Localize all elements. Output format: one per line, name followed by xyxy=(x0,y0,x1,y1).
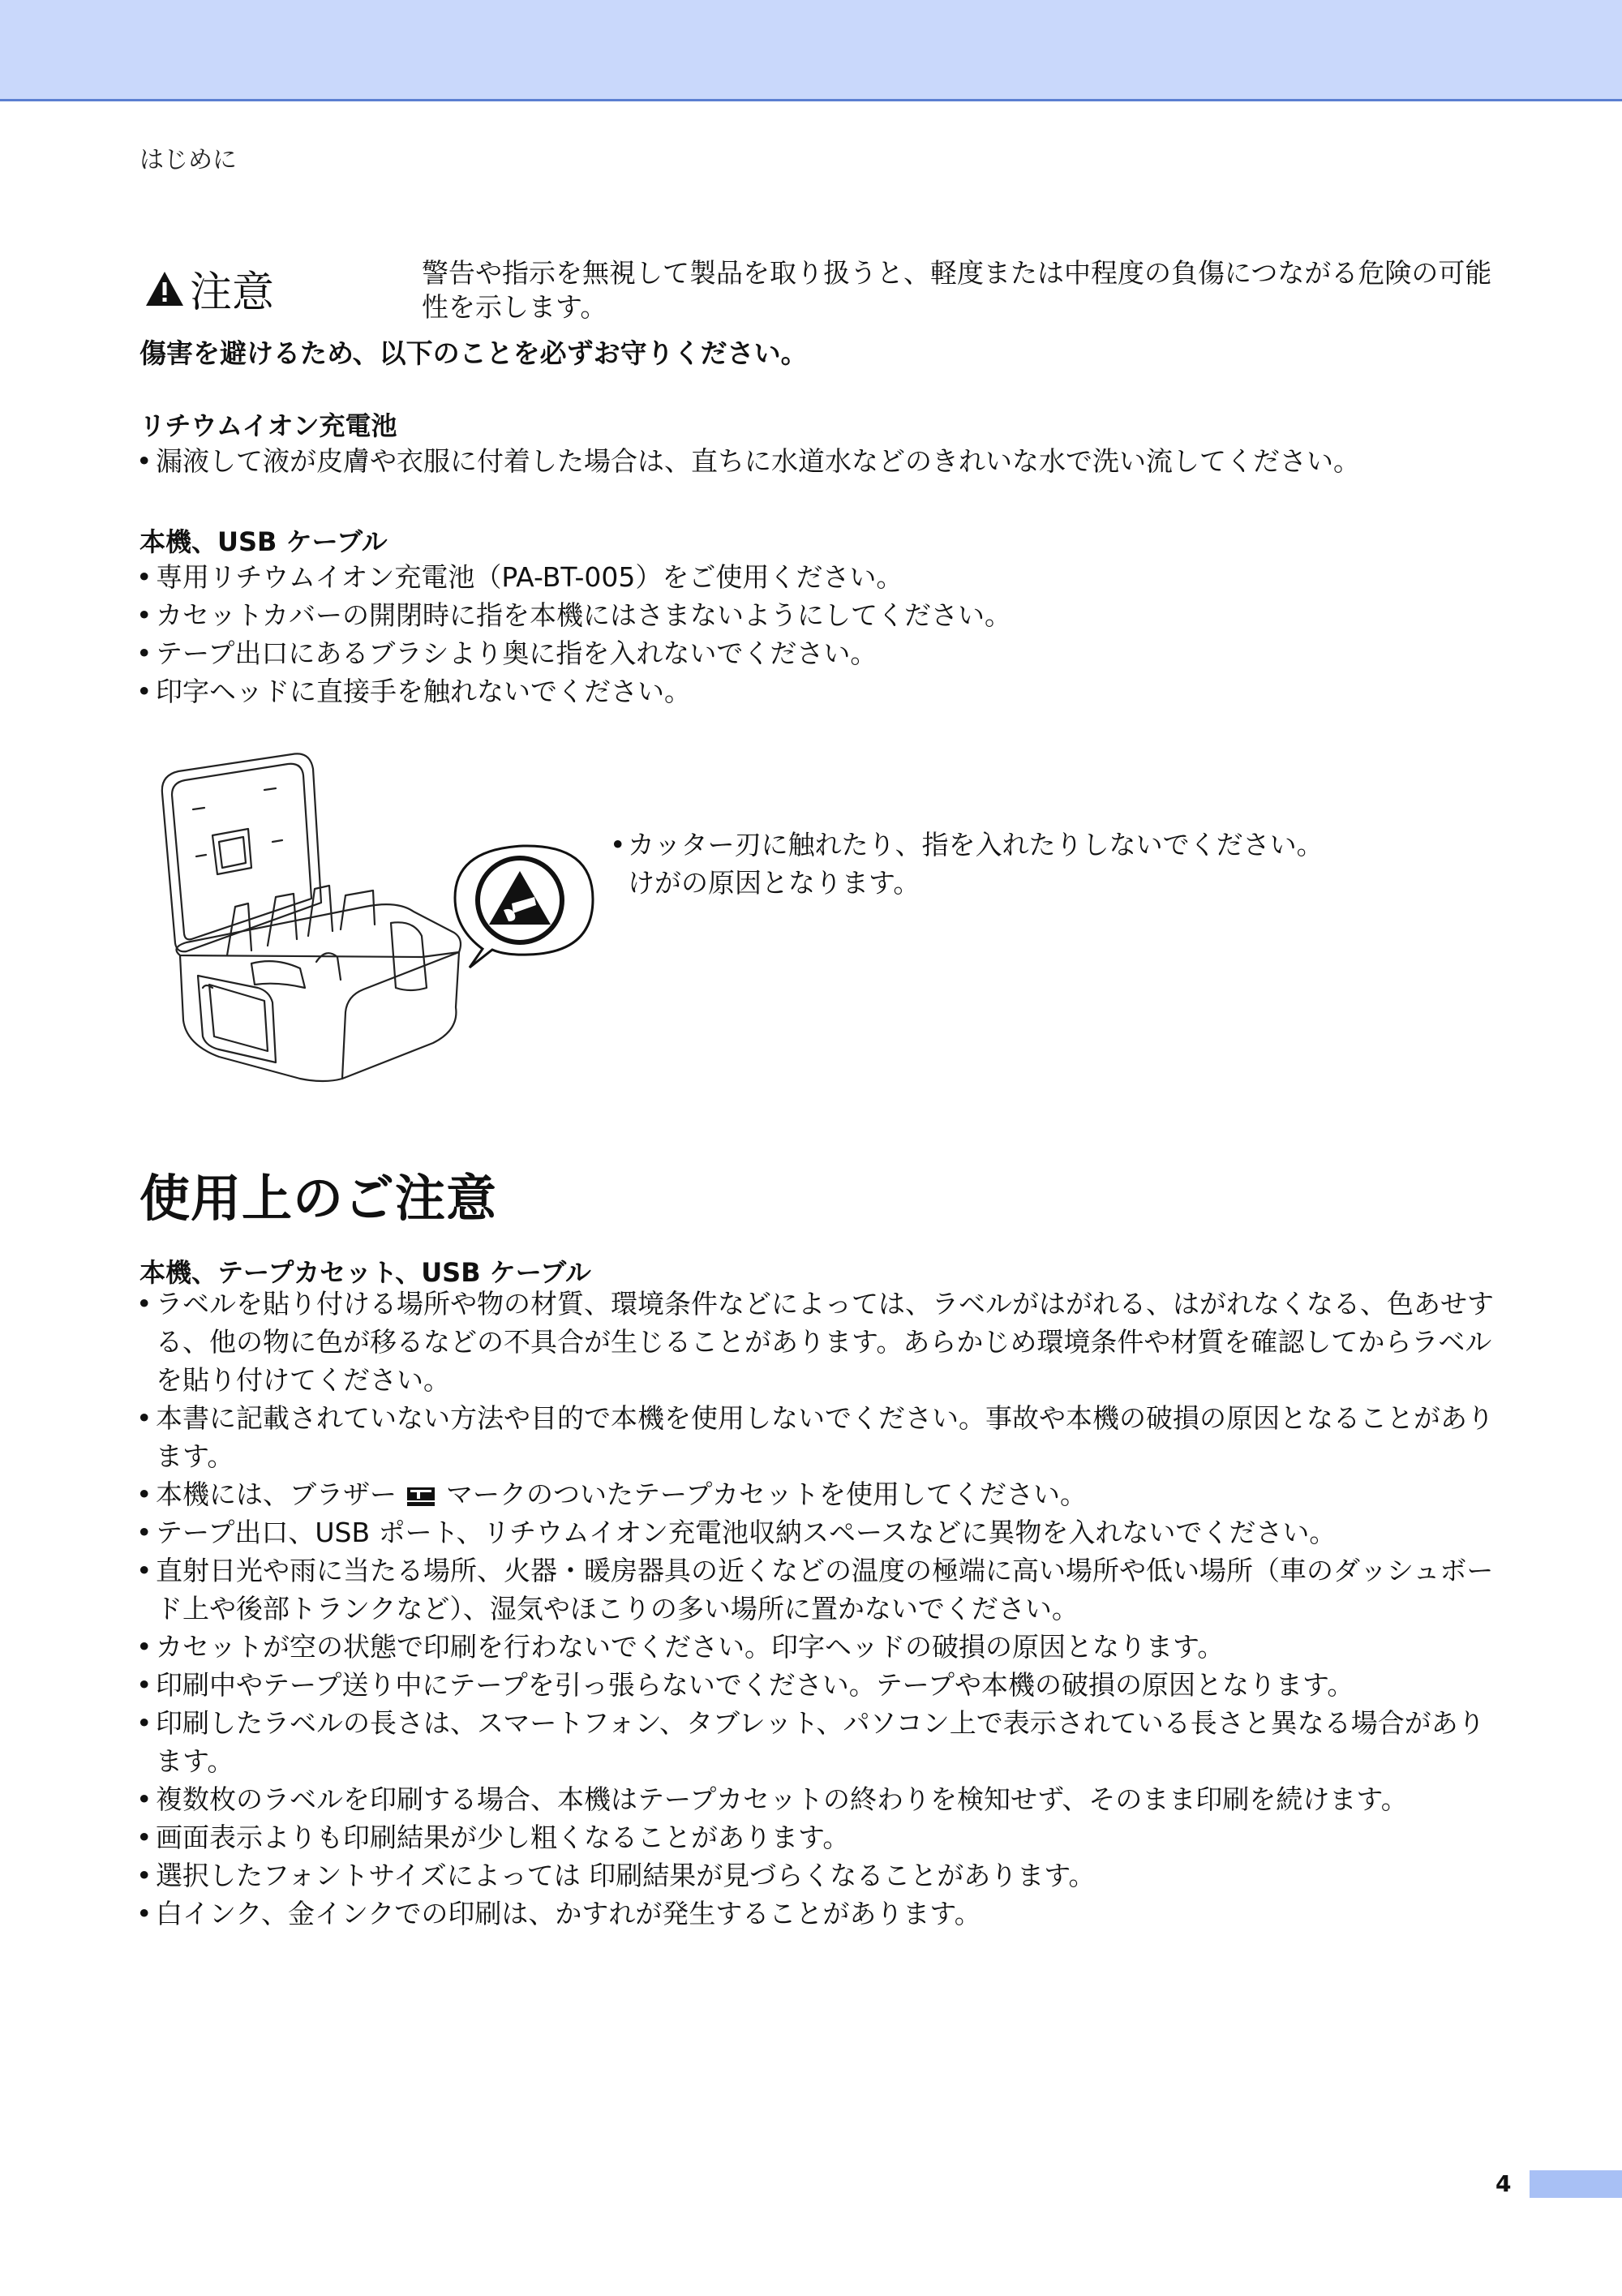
list-item: • 画面表示よりも印刷結果が少し粗くなることがあります。 xyxy=(133,1818,1504,1856)
list-item: • 印刷中やテープ送り中にテープを引っ張らないでください。テープや本機の破損の原因となります。 xyxy=(133,1666,1504,1704)
usage-heading: 本機、テープカセット、USB ケーブル xyxy=(139,1257,591,1288)
list-item: • テープ出口にあるブラシより奥に指を入れないでください。 xyxy=(133,634,1504,672)
list-item: • 漏液して液が皮膚や衣服に付着した場合は、直ちに水道水などのきれいな水で洗い流してください。 xyxy=(133,442,1504,480)
cutter-warning-icon xyxy=(465,850,585,960)
tze-item-after: マークのついたテープカセットを使用してください。 xyxy=(446,1478,1088,1510)
caution-lead: 傷害を避けるため、以下のことを必ずお守りください。 xyxy=(139,337,808,369)
usage-list xyxy=(133,1285,1504,1933)
section-heading-device-usb: 本機、USB ケーブル xyxy=(139,526,388,557)
cutter-note xyxy=(610,826,1324,902)
section-heading-battery: リチウムイオン充電池 xyxy=(139,410,397,441)
list-item: • 選択したフォントサイズによっては 印刷結果が見づらくなることがあります。 xyxy=(133,1856,1504,1895)
warning-triangle-icon xyxy=(144,270,185,307)
breadcrumb: はじめに xyxy=(139,146,237,174)
list-item: • 印刷したラベルの長さは、スマートフォン、タブレット、パソコン上で表示されている長さと異なる場合があります。 xyxy=(133,1704,1504,1780)
list-item-tze xyxy=(133,1475,1504,1513)
caution-label-text: 注意 xyxy=(190,268,275,317)
caution-description: 警告や指示を無視して製品を取り扱うと、軽度または中程度の負傷につながる危険の可能性を示します。 xyxy=(422,257,1492,323)
list-item: • 本書に記載されていない方法や目的で本機を使用しないでください。事故や本機の破損の原因となることがあります。 xyxy=(133,1399,1504,1475)
list-item: • カセットが空の状態で印刷を行わないでください。印字ヘッドの破損の原因となります。 xyxy=(133,1628,1504,1666)
page-number: 4 xyxy=(1495,2170,1512,2197)
page-tab xyxy=(1530,2170,1622,2198)
usage-title: 使用上のご注意 xyxy=(139,1169,498,1228)
list-item: • 専用リチウムイオン充電池（PA-BT-005）をご使用ください。 xyxy=(133,558,1504,596)
cutter-note-line1: • カッター刃に触れたり、指を入れたりしないでください。 xyxy=(610,826,1324,864)
list-item: • 直射日光や雨に当たる場所、火器・暖房器具の近くなどの温度の極端に高い場所や低い場所（車のダッシュボード上や後部トランクなど）、湿気やほこりの多い場所に置かないでください。 xyxy=(133,1551,1504,1628)
list-item: • カセットカバーの開閉時に指を本機にはさまないようにしてください。 xyxy=(133,596,1504,634)
caution-label xyxy=(144,258,274,319)
device-usb-list xyxy=(133,558,1504,710)
header-band xyxy=(0,0,1622,101)
list-item: • 複数枚のラベルを印刷する場合、本機はテープカセットの終わりを検知せず、そのまま印刷を続けます。 xyxy=(133,1780,1504,1818)
list-item: • ラベルを貼り付ける場所や物の材質、環境条件などによっては、ラベルがはがれる、はがれなくなる、色あせする、他の物に色が移るなどの不具合が生じることがあります。あらかじめ環境条件や材質を確認してからラベルを貼り付けてください。 xyxy=(133,1285,1504,1399)
list-item: • 白インク、金インクでの印刷は、かすれが発生することがあります。 xyxy=(133,1895,1504,1933)
list-item: • 印字ヘッドに直接手を触れないでください。 xyxy=(133,672,1504,710)
tze-item-before: 本機には、ブラザー xyxy=(156,1478,397,1510)
list-item: • テープ出口、USB ポート、リチウムイオン充電池収納スペースなどに異物を入れないでください。 xyxy=(133,1513,1504,1551)
tze-tape-logo xyxy=(406,1484,438,1508)
battery-list xyxy=(133,442,1504,480)
cutter-note-line2: けがの原因となります。 xyxy=(628,867,920,899)
